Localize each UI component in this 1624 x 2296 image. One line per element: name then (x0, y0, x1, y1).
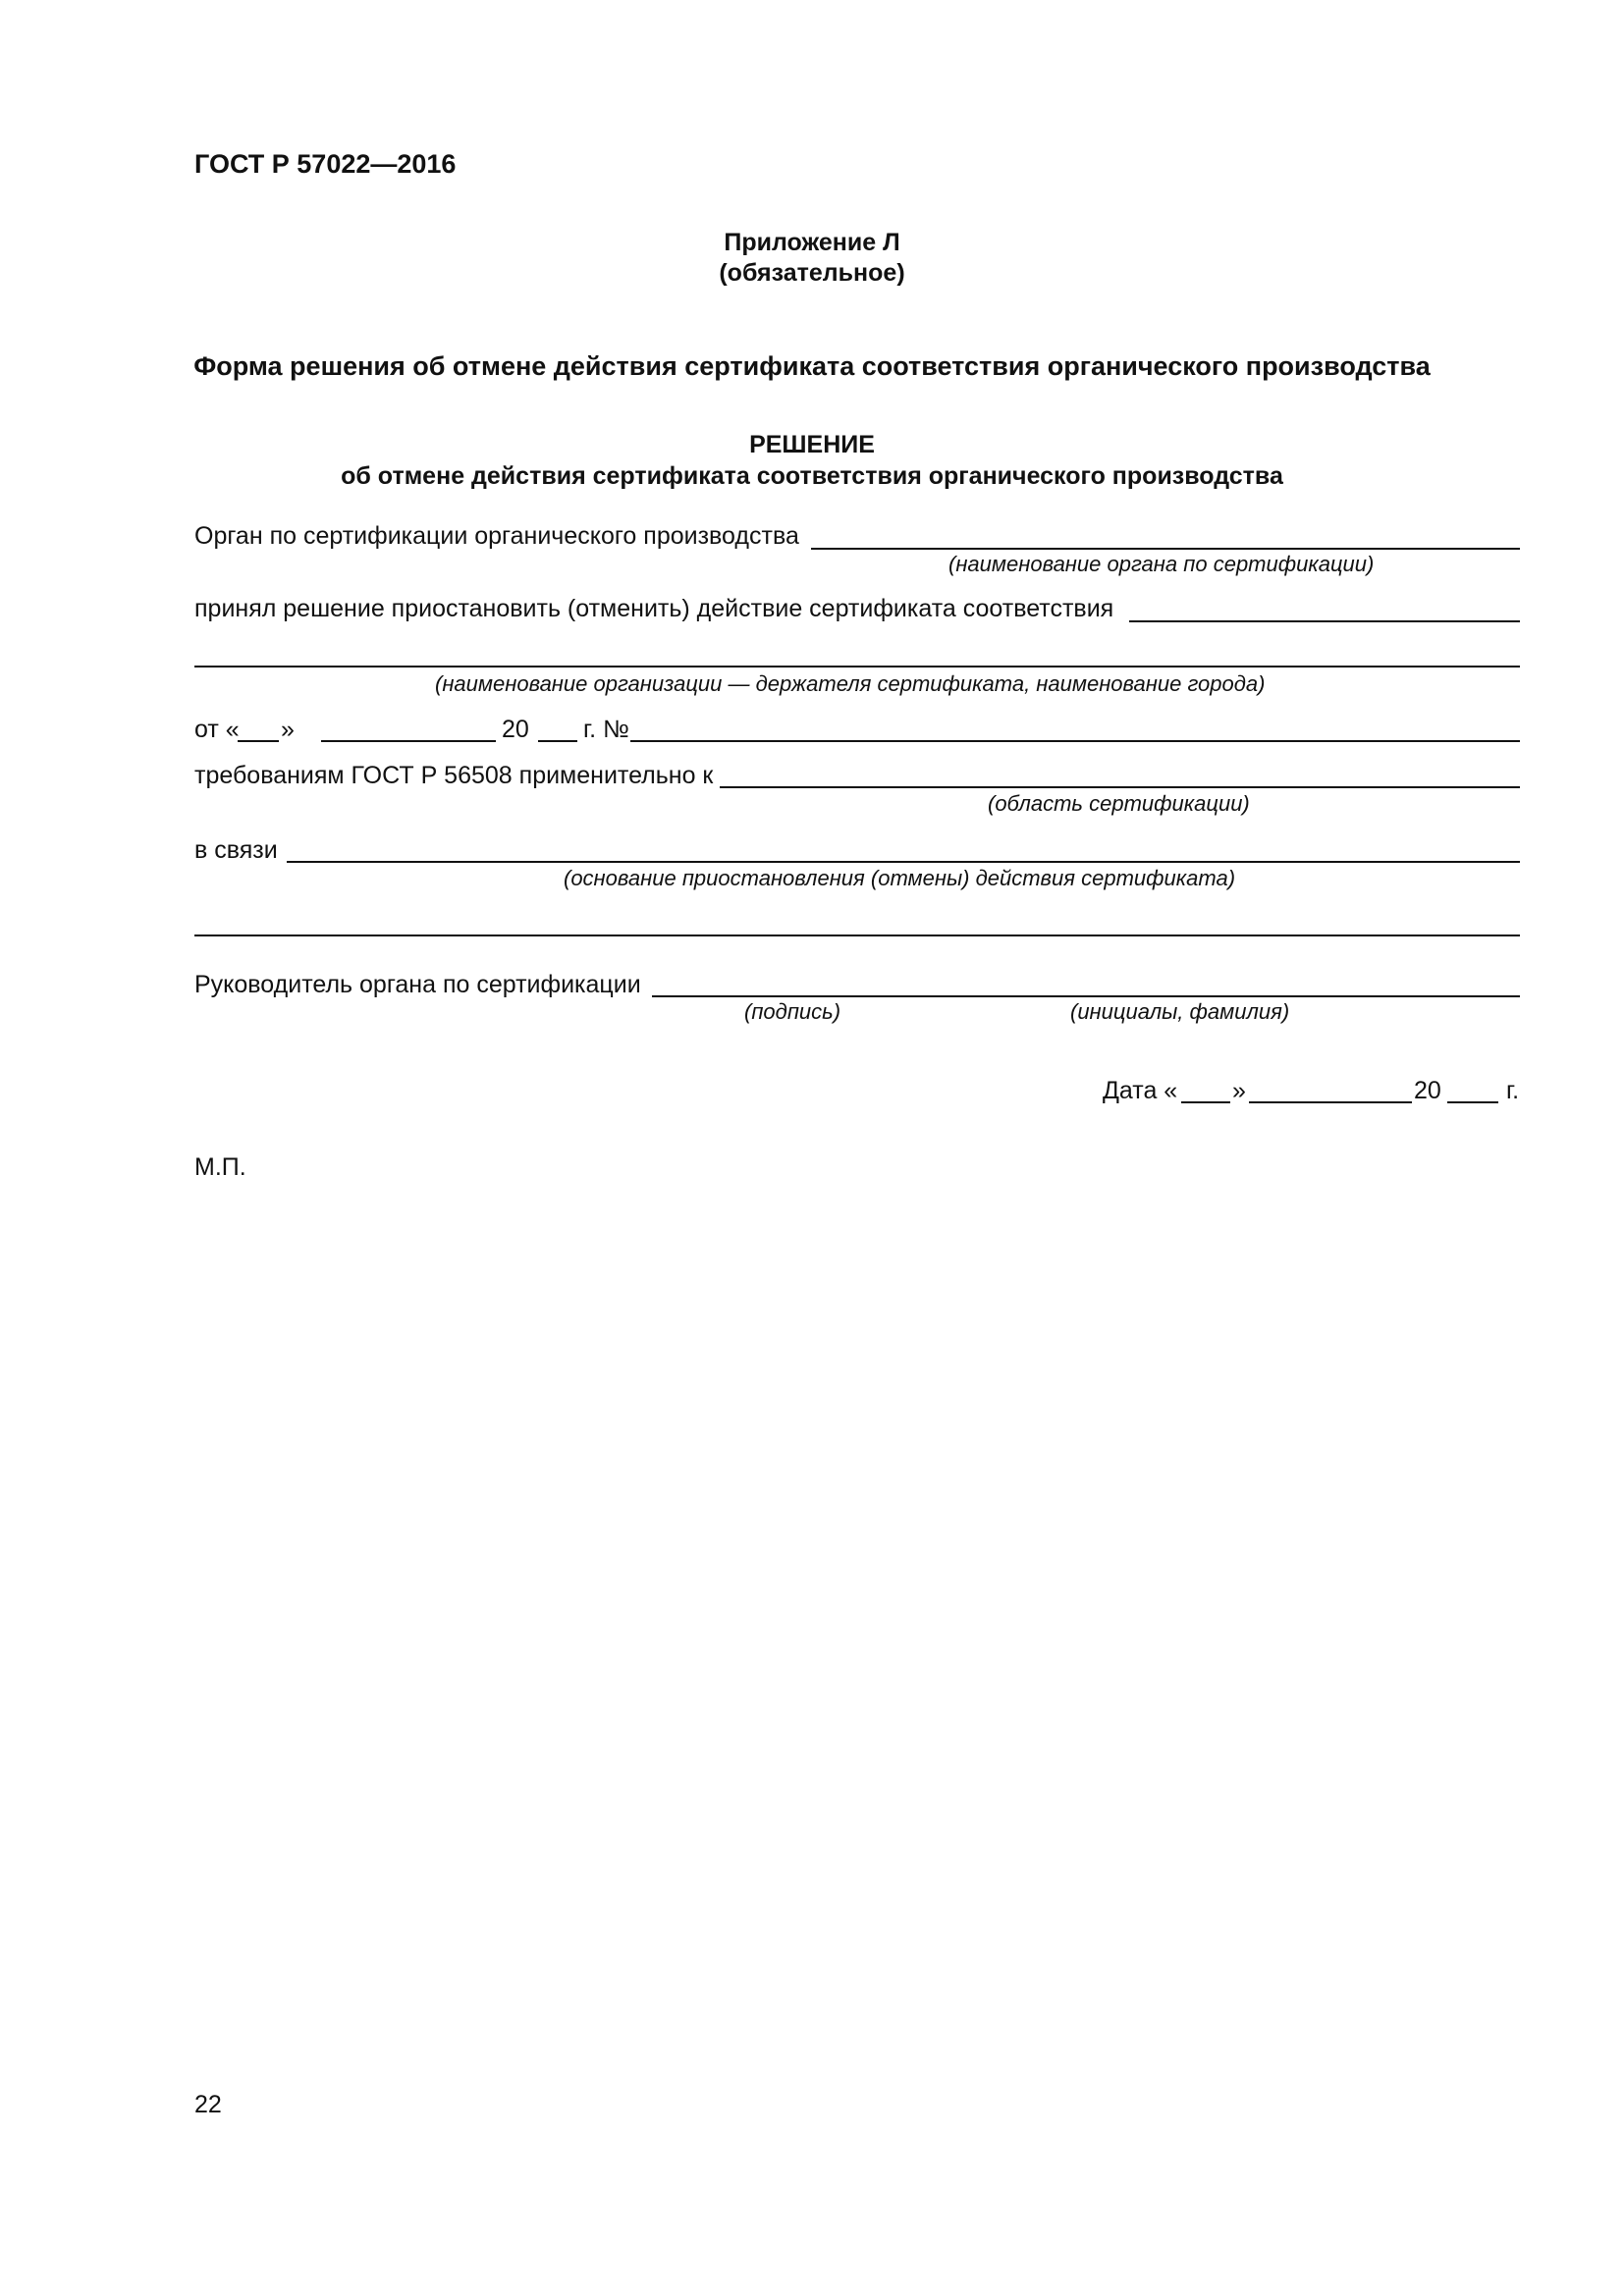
decision-subheading: об отмене действия сертификата соответствия органического производства (341, 462, 1283, 490)
form-title: Форма решения об отмене действия сертификата соответствия органического производства (193, 351, 1431, 381)
decision-label: принял решение приостановить (отменить) действие сертификата соответствия (194, 595, 1114, 622)
holder-input-line[interactable] (194, 666, 1520, 667)
month-input-line[interactable] (321, 740, 496, 742)
date-year: 20 (502, 716, 529, 743)
requirements-label: требованиям ГОСТ Р 56508 применительно к (194, 762, 714, 789)
date-quote-close: » (281, 716, 295, 743)
sign-date-label: Дата « (1103, 1077, 1178, 1104)
authority-input-line[interactable] (811, 548, 1520, 550)
page-number: 22 (194, 2091, 222, 2118)
sign-date-year: 20 (1414, 1077, 1441, 1104)
appendix-title: Приложение Л (724, 229, 900, 256)
appendix-status: (обязательное) (719, 259, 905, 287)
scope-hint: (область сертификации) (988, 791, 1250, 816)
date-prefix: от « (194, 716, 240, 743)
reason-hint: (основание приостановления (отмены) действия сертификата) (564, 866, 1236, 890)
reason-input-line[interactable] (287, 861, 1520, 863)
initials-hint: (инициалы, фамилия) (1070, 999, 1290, 1024)
authority-hint: (наименование органа по сертификации) (948, 552, 1375, 576)
sign-day-input-line[interactable] (1181, 1101, 1230, 1103)
signature-hint: (подпись) (744, 999, 841, 1024)
day-input-line[interactable] (238, 740, 279, 742)
decision-heading: РЕШЕНИЕ (749, 431, 875, 458)
sign-date-quote-close: » (1232, 1077, 1246, 1104)
reason-label: в связи (194, 836, 278, 864)
stamp-placeholder: М.П. (194, 1153, 246, 1181)
sign-year-input-line[interactable] (1447, 1101, 1498, 1103)
authority-label: Орган по сертификации органического производства (194, 522, 799, 550)
holder-hint: (наименование организации — держателя сертификата, наименование города) (435, 671, 1266, 696)
date-year-suffix: г. № (583, 716, 629, 743)
sign-date-year-suffix: г. (1506, 1077, 1520, 1104)
year-input-line[interactable] (538, 740, 577, 742)
reason-continuation-line[interactable] (194, 934, 1520, 936)
document-code: ГОСТ Р 57022—2016 (194, 149, 457, 179)
certificate-number-input-line[interactable] (630, 740, 1520, 742)
head-label: Руководитель органа по сертификации (194, 971, 641, 998)
signature-input-line[interactable] (652, 995, 1520, 997)
sign-month-input-line[interactable] (1249, 1101, 1412, 1103)
certificate-input-line[interactable] (1129, 620, 1520, 622)
scope-input-line[interactable] (720, 786, 1520, 788)
